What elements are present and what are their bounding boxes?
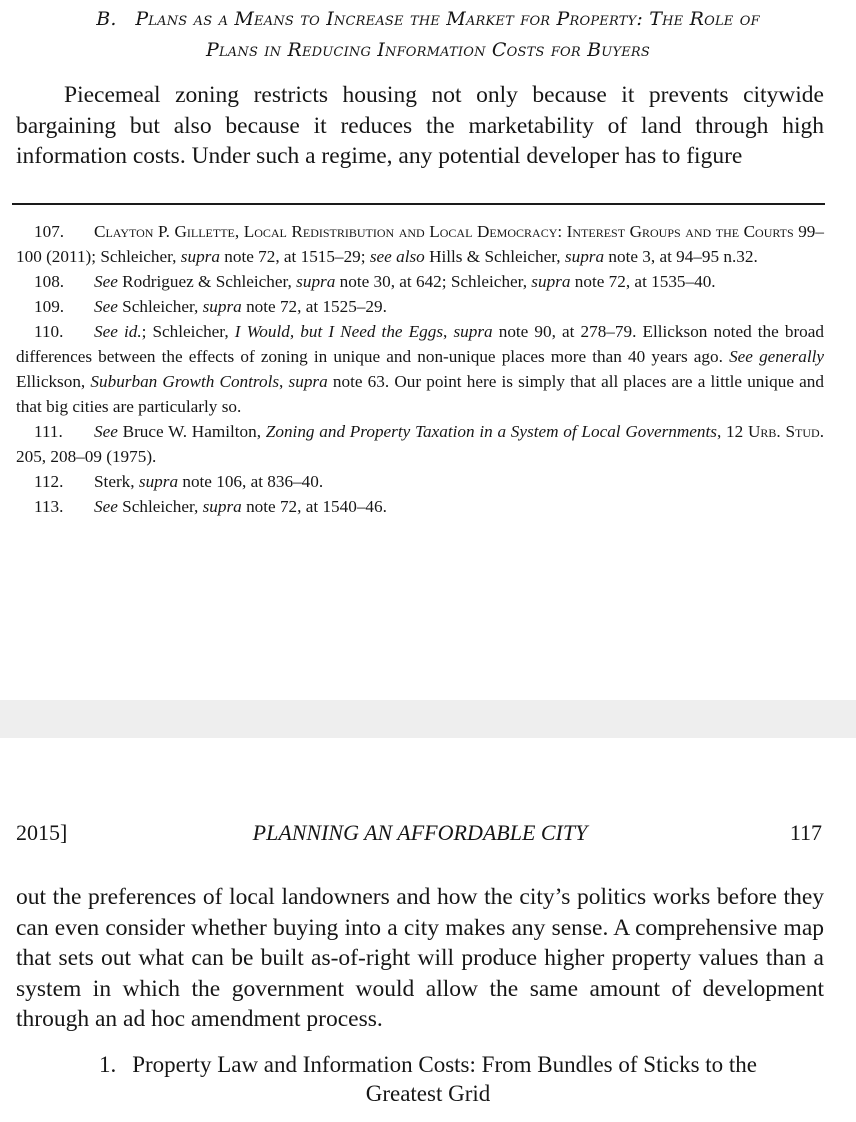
running-head-title: PLANNING AN AFFORDABLE CITY bbox=[252, 820, 588, 845]
running-head-year: 2015] bbox=[16, 820, 68, 845]
subsection-heading bbox=[0, 1050, 856, 1108]
footnote-109: 109. See Schleicher, supra note 72, at 1525–29. bbox=[34, 297, 387, 316]
bottom-page bbox=[0, 738, 856, 1122]
subsection-title-line2: Greatest Grid bbox=[365, 1081, 491, 1106]
running-head bbox=[16, 820, 824, 850]
subsection-title-line1: Property Law and Information Costs: From Bundles of Sticks to the bbox=[132, 1052, 758, 1077]
body-paragraph-top: Piecemeal zoning restricts housing not only because it prevents citywide bargaining but also because it reduces the marketability of land through high information costs. Under such a regime, any potential developer has to figure bbox=[16, 82, 824, 169]
footnote-110: 110. See id.; Schleicher, I Would, but I Need the Eggs, supra note 90, at 278–79. Ellickson noted the broad differences between the effects of zoning in unique and non-unique places more than 40 years ago. See generally Ellickson, Suburban Growth Controls, supra note 63. Our point here is simply that all places are a little unique and that big cities are particularly so. bbox=[16, 322, 824, 416]
section-letter: B. bbox=[96, 8, 117, 30]
section-title-line2: Plans in Reducing Information Costs for Buyers bbox=[205, 39, 651, 61]
footnote-108: 108. See Rodriguez & Schleicher, supra note 30, at 642; Schleicher, supra note 72, at 1535–40. bbox=[34, 272, 716, 291]
subsection-number: 1. bbox=[98, 1052, 117, 1077]
footnote-111: 111. See Bruce W. Hamilton, Zoning and Property Taxation in a System of Local Governments, 12 Urb. Stud. 205, 208–09 (1975). bbox=[16, 422, 824, 466]
page-separator bbox=[0, 700, 856, 738]
footnote-divider bbox=[12, 203, 825, 205]
footnotes bbox=[16, 219, 824, 519]
section-title-line1: Plans as a Means to Increase the Market for Property: The Role of bbox=[135, 8, 760, 30]
section-heading bbox=[0, 4, 856, 66]
body-paragraph-bottom: out the preferences of local landowners and how the city’s politics works before they can even consider whether buying into a city makes any sense. A comprehensive map that sets out what can be built as-of-right will produce higher property values than a system in which the government would allow the same amount of development through an ad hoc amendment process. bbox=[16, 884, 824, 1032]
footnote-112: 112. Sterk, supra note 106, at 836–40. bbox=[34, 472, 324, 491]
footnote-113: 113. See Schleicher, supra note 72, at 1540–46. bbox=[34, 497, 387, 516]
footnote-107: 107. Clayton P. Gillette, Local Redistribution and Local Democracy: Interest Groups and the Courts 99–100 (2011); Schleicher, supra note 72, at 1515–29; see also Hills & Schleicher, supra note 3, at 94–95 n.32. bbox=[16, 222, 824, 266]
page-number: 117 bbox=[789, 820, 822, 845]
